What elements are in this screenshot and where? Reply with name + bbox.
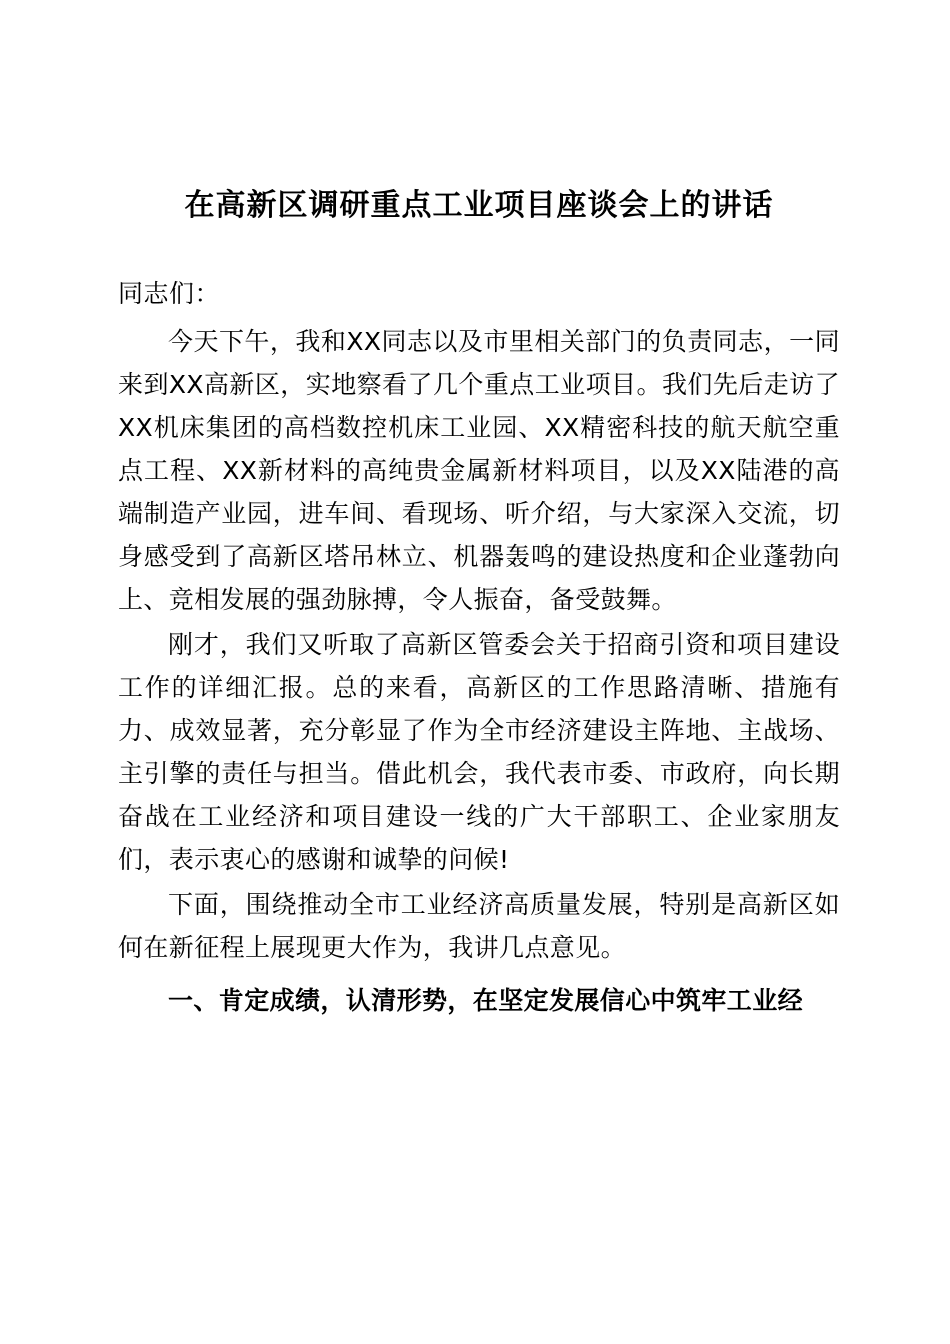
paragraph-1: 今天下午，我和XX同志以及市里相关部门的负责同志，一同来到XX高新区，实地察看了几个重点工业项目。我们先后走访了XX机床集团的高档数控机床工业园、XX精密科技的航天航空重点工程、XX新材料的高纯贵金属新材料项目，以及XX陆港的高端制造产业园，进车间、看现场、听介绍，与大家深入交流，切身感受到了高新区塔吊林立、机器轰鸣的建设热度和企业蓬勃向上、竞相发展的强劲脉搏，令人振奋，备受鼓舞。 [118,326,840,614]
paragraph-2: 刚才，我们又听取了高新区管委会关于招商引资和项目建设工作的详细汇报。总的来看，高新区的工作思路清晰、措施有力、成效显著，充分彰显了作为全市经济建设主阵地、主战场、主引擎的责任与担当。借此机会，我代表市委、市政府，向长期奋战在工业经济和项目建设一线的广大干部职工、企业家朋友们，表示衷心的感谢和诚挚的问候! [118,629,840,874]
paragraph-3: 下面，围绕推动全市工业经济高质量发展，特别是高新区如何在新征程上展现更大作为，我讲几点意见。 [118,889,840,962]
document-title: 在高新区调研重点工业项目座谈会上的讲话 [184,188,774,223]
salutation: 同志们： [118,279,221,308]
section-heading-1: 一、肯定成绩，认清形势，在坚定发展信心中筑牢工业经 [168,985,804,1015]
